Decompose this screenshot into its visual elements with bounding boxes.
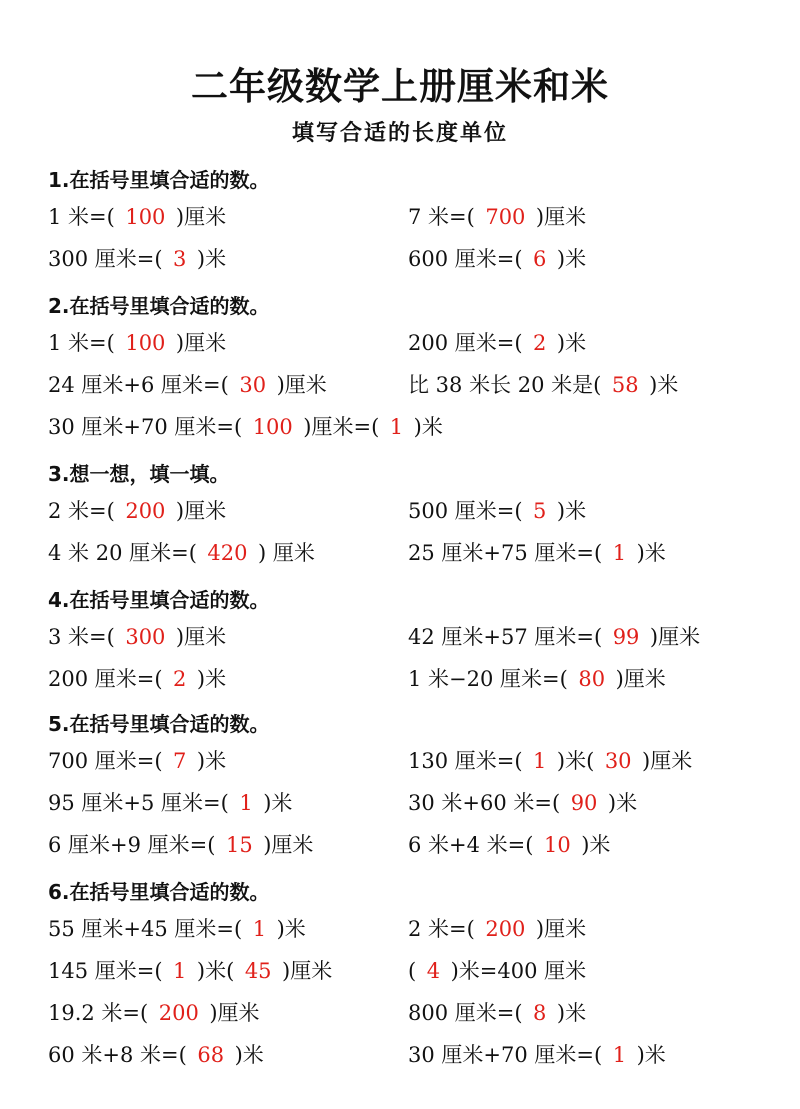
section-6-heading: 6.在括号里填合适的数。 — [48, 880, 270, 904]
answer: 15 — [215, 833, 264, 857]
answer: 10 — [533, 833, 582, 857]
answer: 3 — [162, 247, 197, 271]
answer: 7 — [162, 749, 197, 773]
question-item: 200 厘米=( 2 )米 — [48, 667, 227, 691]
question-item: 1 米−20 厘米=( 80 )厘米 — [408, 667, 666, 691]
answer: 100 — [114, 205, 176, 229]
answer: 420 — [196, 541, 258, 565]
answer: 1 — [228, 791, 264, 815]
answer: 100 — [114, 331, 176, 355]
question-item: 130 厘米=( 1 )米( 30 )厘米 — [408, 749, 693, 773]
question-item: 2 米=( 200 )厘米 — [408, 917, 587, 941]
answer: 58 — [601, 373, 650, 397]
answer: 5 — [522, 499, 557, 523]
question-item: 7 米=( 700 )厘米 — [408, 205, 587, 229]
answer: 45 — [234, 959, 283, 983]
section-1-heading: 1.在括号里填合适的数。 — [48, 168, 270, 192]
question-item: 500 厘米=( 5 )米 — [408, 499, 587, 523]
section-5-heading: 5.在括号里填合适的数。 — [48, 712, 270, 736]
answer: 2 — [522, 331, 557, 355]
answer: 80 — [567, 667, 616, 691]
question-item: 55 厘米+45 厘米=( 1 )米 — [48, 917, 306, 941]
answer: 200 — [148, 1001, 210, 1025]
question-item: 6 米+4 米=( 10 )米 — [408, 833, 611, 857]
answer: 200 — [114, 499, 176, 523]
section-2-heading: 2.在括号里填合适的数。 — [48, 294, 270, 318]
page-title: 二年级数学上册厘米和米 — [191, 65, 609, 108]
answer: 1 — [379, 415, 414, 439]
answer: 30 — [228, 373, 277, 397]
answer: 300 — [114, 625, 176, 649]
answer: 100 — [242, 415, 304, 439]
question-item: 700 厘米=( 7 )米 — [48, 749, 227, 773]
section-3-heading: 3.想一想，填一填。 — [48, 462, 230, 486]
question-item: 19.2 米=( 200 )厘米 — [48, 1001, 260, 1025]
question-item: 60 米+8 米=( 68 )米 — [48, 1043, 264, 1067]
question-item: 比 38 米长 20 米是( 58 )米 — [408, 373, 679, 397]
question-item: 600 厘米=( 6 )米 — [408, 247, 587, 271]
section-4-heading: 4.在括号里填合适的数。 — [48, 588, 270, 612]
question-item: 300 厘米=( 3 )米 — [48, 247, 227, 271]
question-item: 200 厘米=( 2 )米 — [408, 331, 587, 355]
question-item: 2 米=( 200 )厘米 — [48, 499, 227, 523]
answer: 30 — [594, 749, 643, 773]
answer: 68 — [186, 1043, 235, 1067]
answer: 1 — [522, 749, 557, 773]
question-item: 3 米=( 300 )厘米 — [48, 625, 227, 649]
question-item: ( 4 )米=400 厘米 — [408, 959, 587, 983]
question-item: 1 米=( 100 )厘米 — [48, 205, 227, 229]
answer: 1 — [602, 1043, 637, 1067]
answer: 4 — [416, 959, 451, 983]
question-item: 24 厘米+6 厘米=( 30 )厘米 — [48, 373, 327, 397]
question-item: 6 厘米+9 厘米=( 15 )厘米 — [48, 833, 314, 857]
page-subtitle: 填写合适的长度单位 — [291, 120, 508, 146]
question-item: 30 厘米+70 厘米=( 100 )厘米=( 1 )米 — [48, 415, 443, 439]
question-item: 30 厘米+70 厘米=( 1 )米 — [408, 1043, 666, 1067]
answer: 1 — [162, 959, 197, 983]
question-item: 30 米+60 米=( 90 )米 — [408, 791, 638, 815]
answer: 1 — [602, 541, 637, 565]
question-item: 4 米 20 厘米=( 420 ) 厘米 — [48, 541, 315, 565]
answer: 99 — [602, 625, 650, 649]
answer: 1 — [242, 917, 277, 941]
answer: 200 — [474, 917, 536, 941]
answer: 700 — [474, 205, 536, 229]
answer: 90 — [560, 791, 608, 815]
question-item: 42 厘米+57 厘米=( 99 )厘米 — [408, 625, 701, 649]
question-item: 25 厘米+75 厘米=( 1 )米 — [408, 541, 666, 565]
question-item: 1 米=( 100 )厘米 — [48, 331, 227, 355]
question-item: 95 厘米+5 厘米=( 1 )米 — [48, 791, 293, 815]
question-item: 145 厘米=( 1 )米( 45 )厘米 — [48, 959, 333, 983]
answer: 8 — [522, 1001, 557, 1025]
answer: 6 — [522, 247, 557, 271]
answer: 2 — [162, 667, 197, 691]
question-item: 800 厘米=( 8 )米 — [408, 1001, 587, 1025]
